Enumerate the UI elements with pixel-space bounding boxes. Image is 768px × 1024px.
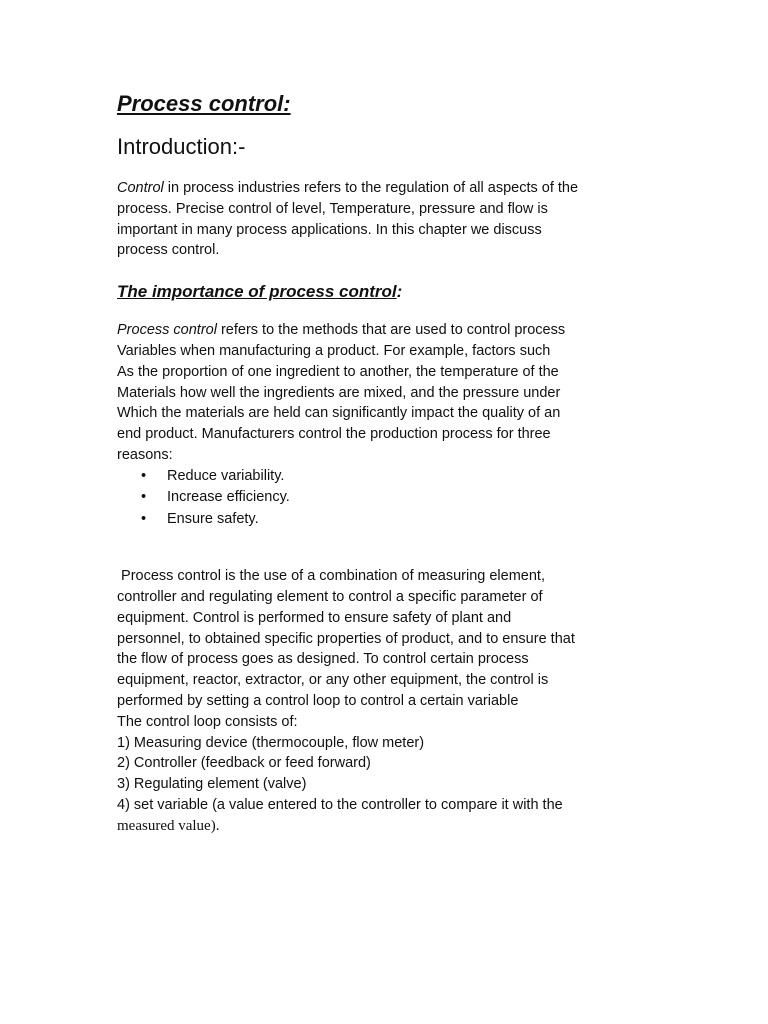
list-item-text: Increase efficiency. — [167, 489, 290, 506]
bullet-icon: • — [141, 510, 147, 527]
importance-line-3: As the proportion of one ingredient to another, the temperature of the — [117, 363, 559, 380]
control-loop-intro: The control loop consists of: — [117, 713, 298, 730]
introduction-heading: Introduction:- — [117, 134, 246, 159]
importance-heading-text: The importance of process control — [117, 282, 397, 302]
page-title: Process control: — [117, 91, 291, 116]
importance-term: Process control — [117, 322, 217, 339]
importance-line-1 — [117, 320, 657, 341]
importance-heading — [117, 279, 657, 305]
list-item — [117, 487, 657, 509]
importance-paragraph — [117, 320, 657, 466]
bullet-icon: • — [141, 467, 147, 484]
intro-line-2: process. Precise control of level, Temperature, pressure and flow is — [117, 200, 548, 217]
control-loop-item-4: 4) set variable (a value entered to the controller to compare it with the — [117, 797, 563, 814]
bullet-icon: • — [141, 489, 147, 506]
intro-line-1 — [117, 178, 657, 199]
importance-line-5: Which the materials are held can significantly impact the quality of an — [117, 405, 561, 422]
use-line-2: controller and regulating element to control a specific parameter of — [117, 589, 543, 606]
intro-line-3: important in many process applications. In this chapter we discuss — [117, 221, 542, 238]
control-loop-item-2: 2) Controller (feedback or feed forward) — [117, 755, 371, 772]
importance-heading-colon: : — [396, 282, 403, 302]
document-page — [117, 88, 657, 837]
use-line-4: personnel, to obtained specific properties of product, and to ensure that — [117, 630, 575, 647]
list-item-text: Reduce variability. — [167, 467, 285, 484]
use-line-7: performed by setting a control loop to control a certain variable — [117, 693, 519, 710]
introduction-paragraph — [117, 178, 657, 261]
control-loop-item-1: 1) Measuring device (thermocouple, flow meter) — [117, 734, 425, 751]
use-line-5: the flow of process goes as designed. To control certain process — [117, 651, 529, 668]
intro-line-1-rest: in process industries refers to the regulation of all aspects of the — [163, 180, 579, 196]
importance-line-1-rest: refers to the methods that are used to control process — [216, 322, 566, 339]
reasons-list — [117, 466, 657, 531]
intro-line-4: process control. — [117, 242, 220, 259]
list-item-text: Ensure safety. — [167, 510, 259, 527]
list-item — [117, 509, 657, 531]
use-line-3: equipment. Control is performed to ensure safety of plant and — [117, 609, 512, 626]
control-loop-item-3: 3) Regulating element (valve) — [117, 776, 307, 793]
use-line-1: Process control is the use of a combination of measuring element, — [117, 568, 545, 585]
list-item — [117, 466, 657, 488]
importance-line-2: Variables when manufacturing a product. For example, factors such — [117, 342, 551, 359]
intro-term: Control — [117, 180, 164, 196]
use-line-6: equipment, reactor, extractor, or any other equipment, the control is — [117, 672, 549, 689]
importance-line-7: reasons: — [117, 446, 173, 463]
importance-line-6: end product. Manufacturers control the production process for three — [117, 426, 551, 443]
control-loop-item-4-continued: measured value). — [117, 817, 220, 834]
importance-line-4: Materials how well the ingredients are mixed, and the pressure under — [117, 384, 561, 401]
control-loop-paragraph — [117, 566, 657, 836]
